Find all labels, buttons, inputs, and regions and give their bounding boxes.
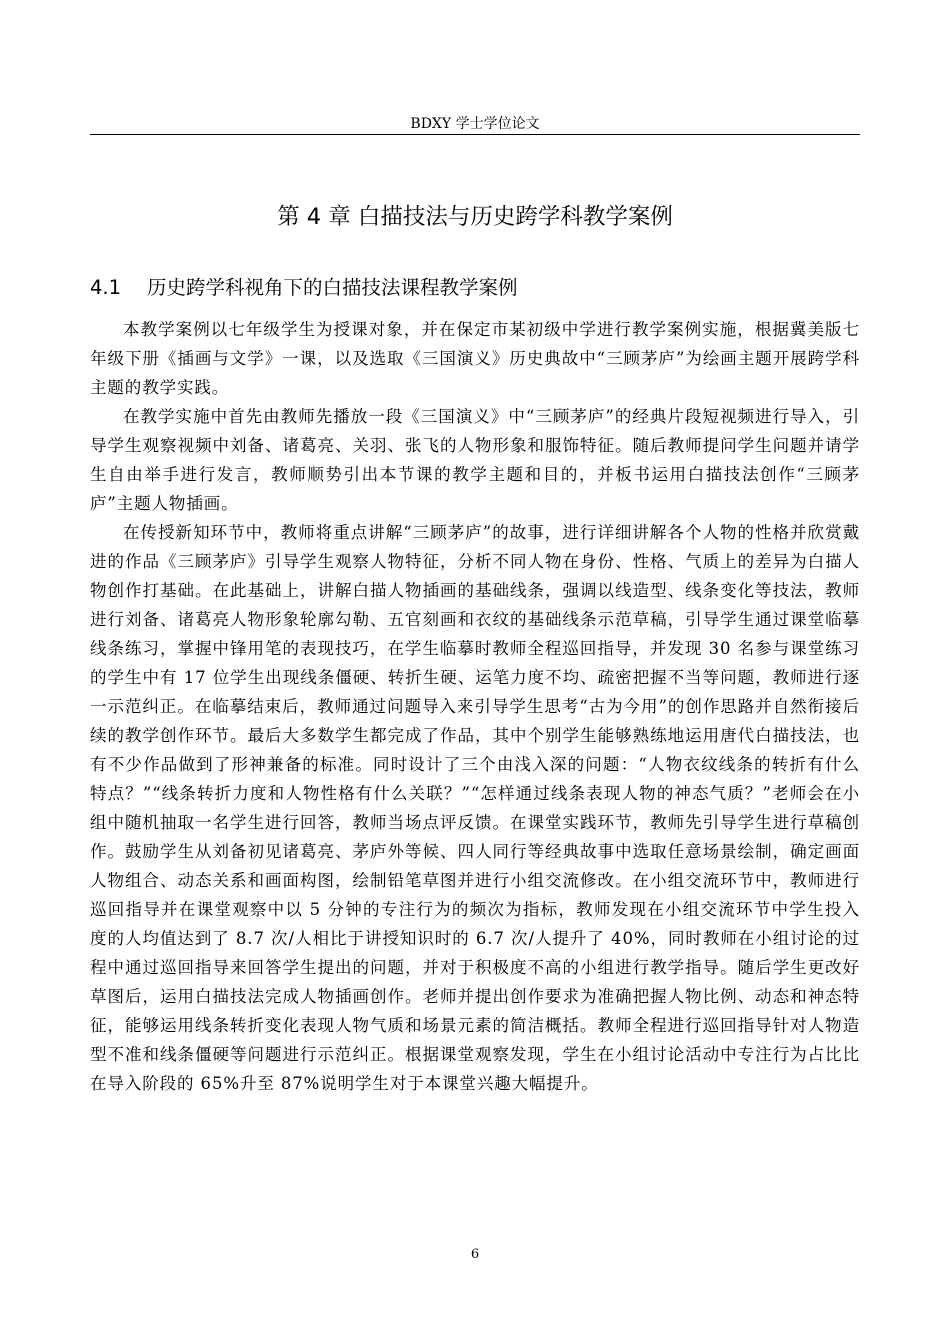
- body-text: [90, 315, 860, 1098]
- chapter-title: 第 4 章 白描技法与历史跨学科教学案例: [277, 204, 673, 230]
- section-number: 4.1: [90, 276, 122, 299]
- paragraph: 在教学实施中首先由教师先播放一段《三国演义》中“三顾茅庐”的经典片段短视频进行导入，引导学生观察视频中刘备、诸葛亮、关羽、张飞的人物形象和服饰特征。随后教师提问学生问题并请学生自由举手进行发言，教师顺势引出本节课的教学主题和目的，并板书运用白描技法创作“三顾茅庐”主题人物插画。: [90, 407, 860, 513]
- header-divider: [90, 134, 860, 135]
- running-header: BDXY 学士学位论文: [410, 116, 540, 132]
- page-number: 6: [470, 1247, 480, 1262]
- section-title: 历史跨学科视角下的白描技法课程教学案例: [147, 276, 518, 299]
- paragraph: 在传授新知环节中，教师将重点讲解“三顾茅庐”的故事，进行详细讲解各个人物的性格并欣赏戴进的作品《三顾茅庐》引导学生观察人物特征，分析不同人物在身份、性格、气质上的差异为白描人物创作打基础。在此基础上，讲解白描人物插画的基础线条，强调以线造型、线条变化等技法，教师进行刘备、诸葛亮人物形象轮廓勾勒、五官刻画和衣纹的基础线条示范草稿，引导学生通过课堂临摹线条练习，掌握中锋用笔的表现技巧，在学生临摹时教师全程巡回指导，并发现 30 名参与课堂练习的学生中有 17 位学生出现线条僵硬、转折生硬、运笔力度不均、疏密把握不当等问题，教师进行逐一示范纠正。在临摹结束后，教师通过问题导入来引导学生思考“古为今用”的创作思路并自然衔接后续的教学创作环节。最后大多数学生都完成了作品，其中个别学生能够熟练地运用唐代白描技法，也有不少作品做到了形神兼备的标准。同时设计了三个由浅入深的问题：“人物衣纹线条的转折有什么特点？”“线条转折力度和人物性格有什么关联？”“怎样通过线条表现人物的神态气质？”老师会在小组中随机抽取一名学生进行回答，教师当场点评反馈。在课堂实践环节，教师先引导学生进行草稿创作。鼓励学生从刘备初见诸葛亮、茅庐外等候、四人同行等经典故事中选取任意场景绘制，确定画面人物组合、动态关系和画面构图，绘制铅笔草图并进行小组交流修改。在小组交流环节中，教师进行巡回指导并在课堂观察中以 5 分钟的专注行为的频次为指标，教师发现在小组交流环节中学生投入度的人均值达到了 8.7 次/人相比于讲授知识时的 6.7 次/人提升了 40%，同时教师在小组讨论的过程中通过巡回指导来回答学生提出的问题，并对于积极度不高的小组进行教学指导。随后学生更改好草图后，运用白描技法完成人物插画创作。老师并提出创作要求为准确把握人物比例、动态和神态特征，能够运用线条转折变化表现人物气质和场景元素的简洁概括。教师全程进行巡回指导针对人物造型不准和线条僵硬等问题进行示范纠正。根据课堂观察发现，学生在小组讨论活动中专注行为占比比在导入阶段的 65%升至 87%说明学生对于本课堂兴趣大幅提升。: [90, 523, 860, 1093]
- paragraph: 本教学案例以七年级学生为授课对象，并在保定市某初级中学进行教学案例实施，根据冀美版七年级下册《插画与文学》一课，以及选取《三国演义》历史典故中“三顾茅庐”为绘画主题开展跨学科主题的教学实践。: [90, 320, 860, 397]
- section-heading: [90, 273, 518, 303]
